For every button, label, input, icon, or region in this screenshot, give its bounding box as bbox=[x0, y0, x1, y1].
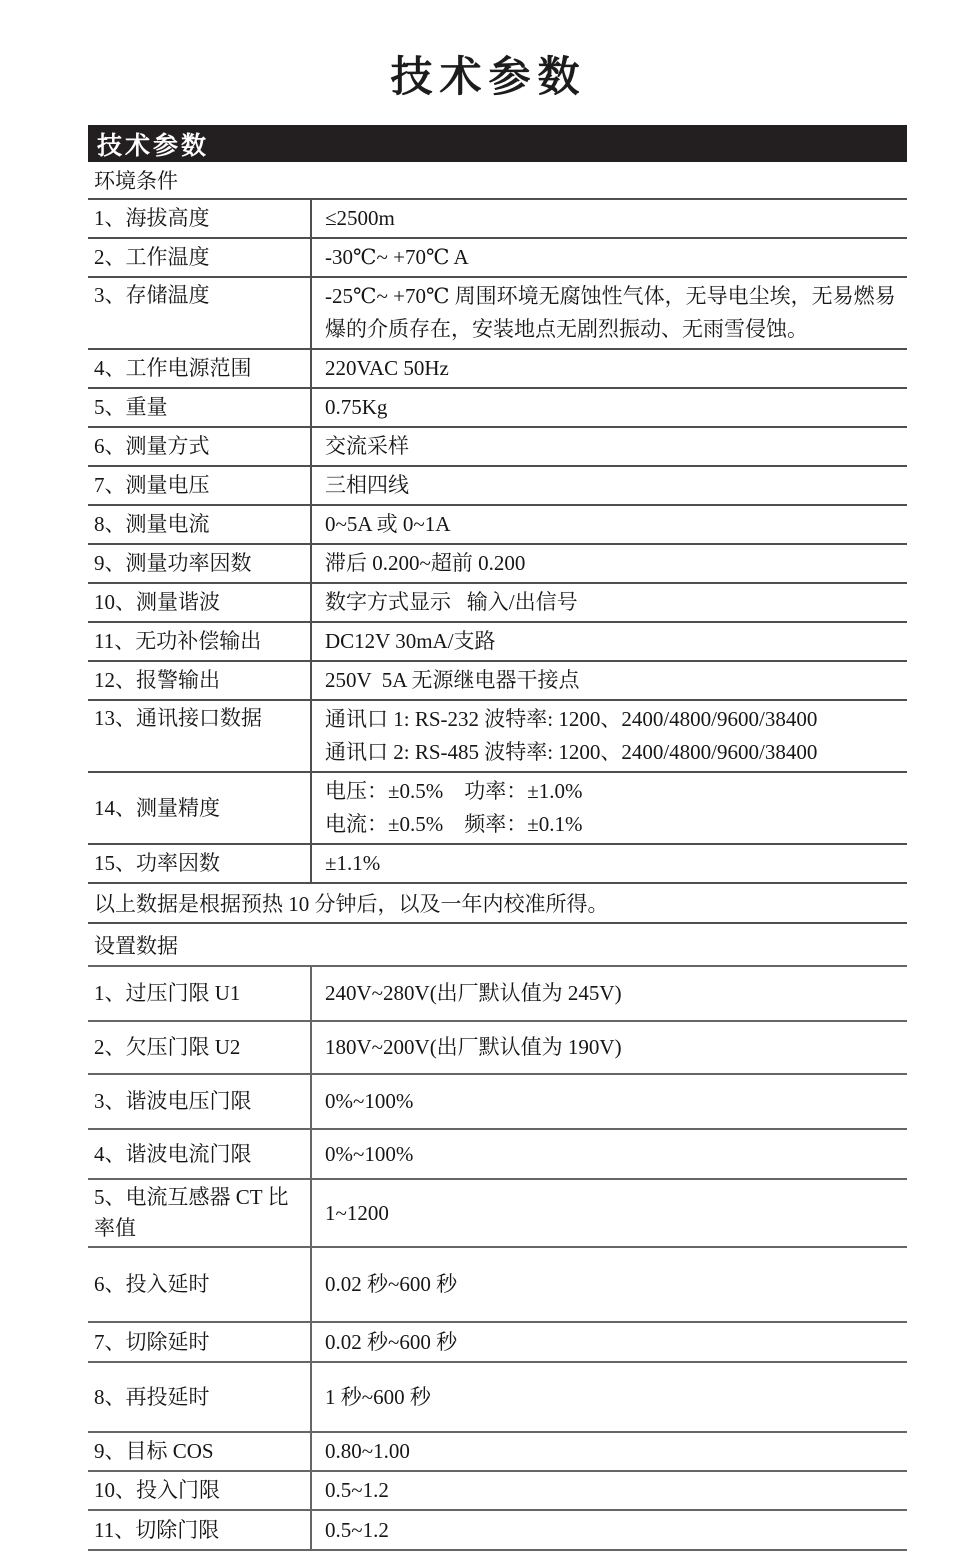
row-value: 1~1200 bbox=[310, 1180, 907, 1246]
section-header-bar bbox=[88, 125, 907, 162]
row-value-line1: 电压：±0.5% 功率：±1.0% bbox=[325, 779, 583, 803]
row-label: 9、测量功率因数 bbox=[94, 551, 252, 575]
settings-row bbox=[88, 1433, 907, 1472]
row-label: 11、切除门限 bbox=[94, 1517, 220, 1542]
row-value: ≤2500m bbox=[310, 200, 907, 237]
row-value: -30℃~ +70℃ A bbox=[310, 239, 907, 276]
row-value: 0.5~1.2 bbox=[310, 1472, 907, 1509]
settings-row bbox=[88, 1180, 907, 1248]
row-label: 6、测量方式 bbox=[94, 434, 210, 458]
row-value: ±1.1% bbox=[310, 845, 907, 882]
row-value: 1 秒~600 秒 bbox=[310, 1363, 907, 1431]
row-label: 5、电流互感器 CT 比率值 bbox=[94, 1185, 289, 1240]
env-row bbox=[88, 467, 907, 506]
spec-document bbox=[88, 125, 907, 1551]
row-value: 交流采样 bbox=[310, 428, 907, 465]
row-label: 5、重量 bbox=[94, 395, 168, 419]
env-row bbox=[88, 389, 907, 428]
env-row bbox=[88, 584, 907, 623]
env-row bbox=[88, 845, 907, 884]
row-value: 0.5~1.2 bbox=[310, 1511, 907, 1549]
row-value bbox=[310, 701, 907, 771]
row-label: 3、谐波电压门限 bbox=[94, 1089, 252, 1113]
row-value: 250V 5A 无源继电器干接点 bbox=[310, 662, 907, 699]
row-value: 0.80~1.00 bbox=[310, 1433, 907, 1470]
env-row bbox=[88, 428, 907, 467]
section-header-label: 技术参数 bbox=[97, 131, 210, 160]
settings-row bbox=[88, 1472, 907, 1511]
env-row bbox=[88, 239, 907, 278]
env-row bbox=[88, 506, 907, 545]
row-label: 2、欠压门限 U2 bbox=[94, 1035, 241, 1059]
settings-row bbox=[88, 1022, 907, 1075]
row-value: 0%~100% bbox=[310, 1130, 907, 1178]
row-label: 9、目标 COS bbox=[94, 1439, 214, 1463]
settings-section-label: 设置数据 bbox=[88, 924, 907, 967]
row-label: 7、测量电压 bbox=[94, 473, 210, 497]
page-title: 技术参数 bbox=[390, 53, 587, 100]
row-value: 数字方式显示 输入/出信号 bbox=[310, 584, 907, 621]
row-label: 7、切除延时 bbox=[94, 1329, 210, 1354]
row-value: 0.02 秒~600 秒 bbox=[310, 1323, 907, 1361]
row-value-line1: 通讯口 1: RS-232 波特率: 1200、2400/4800/9600/38400 bbox=[325, 707, 818, 731]
row-value: -25℃~ +70℃ 周围环境无腐蚀性气体，无导电尘埃，无易燃易爆的介质存在，安装地点无剧烈振动、无雨雪侵蚀。 bbox=[310, 278, 907, 348]
row-label: 15、功率因数 bbox=[94, 851, 220, 875]
row-label: 14、测量精度 bbox=[94, 795, 220, 820]
row-value: 240V~280V(出厂默认值为 245V) bbox=[310, 967, 907, 1020]
row-value: 180V~200V(出厂默认值为 190V) bbox=[310, 1022, 907, 1073]
row-label: 10、投入门限 bbox=[94, 1478, 220, 1502]
row-value-line2: 通讯口 2: RS-485 波特率: 1200、2400/4800/9600/38400 bbox=[325, 740, 818, 764]
env-row bbox=[88, 623, 907, 662]
row-value: 0.02 秒~600 秒 bbox=[310, 1248, 907, 1321]
row-value-line2: 电流：±0.5% 频率：±0.1% bbox=[325, 812, 583, 836]
settings-row bbox=[88, 1323, 907, 1363]
calibration-note: 以上数据是根据预热 10 分钟后，以及一年内校准所得。 bbox=[88, 884, 907, 924]
row-value: 三相四线 bbox=[310, 467, 907, 504]
row-label: 12、报警输出 bbox=[94, 668, 220, 692]
env-row bbox=[88, 350, 907, 389]
row-label: 3、存储温度 bbox=[94, 283, 210, 307]
row-value: 0%~100% bbox=[310, 1075, 907, 1128]
row-value: DC12V 30mA/支路 bbox=[310, 623, 907, 660]
row-label: 1、过压门限 U1 bbox=[94, 981, 241, 1005]
env-row bbox=[88, 662, 907, 701]
settings-row bbox=[88, 1075, 907, 1130]
settings-row bbox=[88, 1511, 907, 1551]
row-label: 8、再投延时 bbox=[94, 1384, 210, 1409]
row-label: 8、测量电流 bbox=[94, 512, 210, 536]
env-row bbox=[88, 773, 907, 845]
row-label: 4、谐波电流门限 bbox=[94, 1141, 252, 1166]
row-label: 2、工作温度 bbox=[94, 245, 210, 269]
env-row bbox=[88, 200, 907, 239]
row-value: 220VAC 50Hz bbox=[310, 350, 907, 387]
row-label: 6、投入延时 bbox=[94, 1272, 210, 1296]
row-value bbox=[310, 773, 907, 843]
settings-row bbox=[88, 1363, 907, 1433]
row-label: 4、工作电源范围 bbox=[94, 356, 252, 380]
environment-table bbox=[88, 200, 907, 884]
settings-row bbox=[88, 967, 907, 1022]
row-value: 滞后 0.200~超前 0.200 bbox=[310, 545, 907, 582]
settings-row bbox=[88, 1130, 907, 1180]
env-row bbox=[88, 545, 907, 584]
env-section-label: 环境条件 bbox=[88, 162, 907, 200]
row-label: 13、通讯接口数据 bbox=[94, 706, 262, 730]
row-label: 10、测量谐波 bbox=[94, 590, 220, 614]
env-row bbox=[88, 701, 907, 773]
row-label: 1、海拔高度 bbox=[94, 206, 210, 230]
row-value: 0~5A 或 0~1A bbox=[310, 506, 907, 543]
row-value: 0.75Kg bbox=[310, 389, 907, 426]
settings-table bbox=[88, 967, 907, 1551]
env-row bbox=[88, 278, 907, 350]
row-label: 11、无功补偿输出 bbox=[94, 629, 262, 653]
settings-row bbox=[88, 1248, 907, 1323]
